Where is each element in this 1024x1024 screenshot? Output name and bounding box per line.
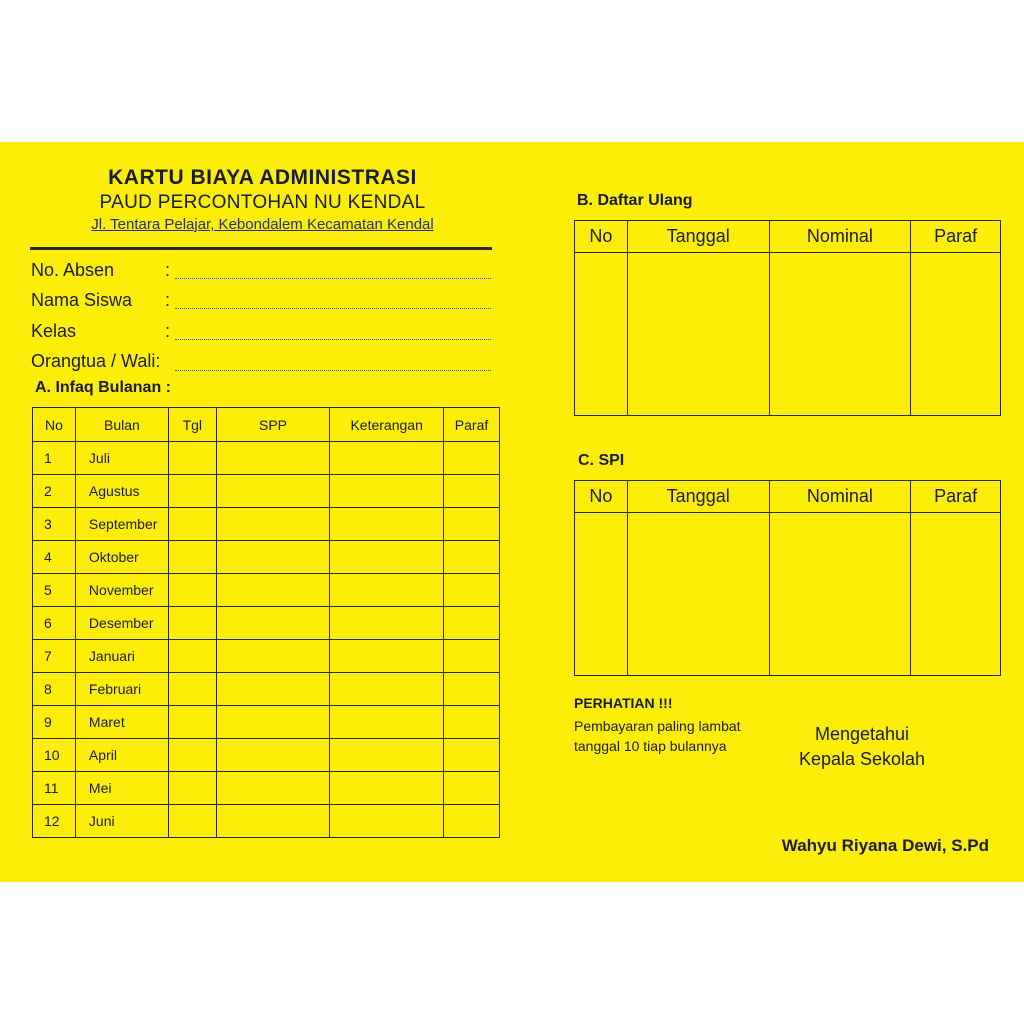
table-row <box>33 607 500 640</box>
table-row <box>33 739 500 772</box>
cell-no[interactable] <box>575 253 628 416</box>
row-no: 5 <box>33 574 76 607</box>
cell-spp[interactable] <box>216 739 330 772</box>
field-colon: : <box>165 290 171 310</box>
cell-keterangan[interactable] <box>330 772 444 805</box>
infaq-header-row <box>33 408 500 442</box>
cell-spp[interactable] <box>216 508 330 541</box>
column-header-tanggal: Tanggal <box>627 221 769 253</box>
administration-fee-card <box>0 142 1024 882</box>
cell-paraf[interactable] <box>444 805 500 838</box>
cell-spp[interactable] <box>216 772 330 805</box>
row-month: Agustus <box>75 475 168 508</box>
cell-paraf[interactable] <box>444 508 500 541</box>
row-month: November <box>75 574 168 607</box>
cell-tgl[interactable] <box>168 805 216 838</box>
row-month: Desember <box>75 607 168 640</box>
spi-section-title: C. SPI <box>578 452 625 469</box>
column-header-nominal: Nominal <box>769 221 911 253</box>
row-no: 10 <box>33 739 76 772</box>
column-header-spp: SPP <box>216 408 330 442</box>
principal-name: Wahyu Riyana Dewi, S.Pd <box>781 836 989 855</box>
column-header-paraf: Paraf <box>911 481 1001 513</box>
cell-spp[interactable] <box>216 541 330 574</box>
infaq-section-title: A. Infaq Bulanan : <box>35 379 171 396</box>
cell-spp[interactable] <box>216 640 330 673</box>
cell-tgl[interactable] <box>168 706 216 739</box>
row-no: 1 <box>33 442 76 475</box>
table-row <box>33 673 500 706</box>
notice-title: PERHATIAN !!! <box>574 695 673 711</box>
table-row <box>33 442 500 475</box>
column-header-paraf: Paraf <box>911 221 1001 253</box>
column-header-tanggal: Tanggal <box>627 481 769 513</box>
field-line-no-absen <box>175 278 491 279</box>
field-label-nama-siswa: Nama Siswa <box>31 290 133 310</box>
notice-text: Pembayaran paling lambat tanggal 10 tiap bulannya <box>574 718 741 754</box>
acknowledgement-block <box>786 722 938 772</box>
cell-keterangan[interactable] <box>330 508 444 541</box>
acknowledgement-line-1: Mengetahui <box>814 724 910 744</box>
infaq-table <box>32 407 500 838</box>
table-row <box>33 541 500 574</box>
cell-keterangan[interactable] <box>330 640 444 673</box>
cell-spp[interactable] <box>216 706 330 739</box>
field-line-orangtua-wali <box>175 370 491 371</box>
acknowledgement-line-2: Kepala Sekolah <box>798 749 926 769</box>
row-month: April <box>75 739 168 772</box>
cell-nominal[interactable] <box>769 253 911 416</box>
row-month: Oktober <box>75 541 168 574</box>
cell-spp[interactable] <box>216 805 330 838</box>
cell-nominal[interactable] <box>769 513 911 676</box>
card-title: KARTU BIAYA ADMINISTRASI <box>108 166 417 189</box>
cell-keterangan[interactable] <box>330 805 444 838</box>
field-line-kelas <box>175 339 491 340</box>
column-header-no: No <box>575 481 628 513</box>
row-month: Juni <box>75 805 168 838</box>
cell-tgl[interactable] <box>168 640 216 673</box>
row-no: 12 <box>33 805 76 838</box>
column-header-bulan: Bulan <box>75 408 168 442</box>
cell-tgl[interactable] <box>168 673 216 706</box>
column-header-keterangan: Keterangan <box>330 408 444 442</box>
cell-paraf[interactable] <box>444 475 500 508</box>
daftar-ulang-header-row <box>575 221 1001 253</box>
school-name: PAUD PERCONTOHAN NU KENDAL <box>99 192 426 213</box>
row-no: 9 <box>33 706 76 739</box>
row-no: 8 <box>33 673 76 706</box>
field-label-no-absen: No. Absen <box>31 260 115 280</box>
table-row <box>33 805 500 838</box>
column-header-no: No <box>575 221 628 253</box>
cell-spp[interactable] <box>216 607 330 640</box>
spi-header-row <box>575 481 1001 513</box>
row-no: 4 <box>33 541 76 574</box>
field-colon: : <box>165 260 171 280</box>
table-row <box>33 640 500 673</box>
cell-keterangan[interactable] <box>330 607 444 640</box>
cell-keterangan[interactable] <box>330 574 444 607</box>
cell-spp[interactable] <box>216 442 330 475</box>
row-month: September <box>75 508 168 541</box>
table-row <box>33 475 500 508</box>
row-no: 7 <box>33 640 76 673</box>
cell-paraf[interactable] <box>444 640 500 673</box>
cell-tgl[interactable] <box>168 541 216 574</box>
row-month: Juli <box>75 442 168 475</box>
field-label-kelas: Kelas <box>31 321 77 341</box>
cell-tanggal[interactable] <box>627 253 769 416</box>
header-divider <box>30 247 492 250</box>
row-no: 6 <box>33 607 76 640</box>
table-row <box>575 253 1001 416</box>
cell-paraf[interactable] <box>444 673 500 706</box>
cell-keterangan[interactable] <box>330 442 444 475</box>
row-month: Februari <box>75 673 168 706</box>
table-row <box>33 574 500 607</box>
row-no: 11 <box>33 772 76 805</box>
cell-keterangan[interactable] <box>330 541 444 574</box>
cell-paraf[interactable] <box>444 541 500 574</box>
cell-keterangan[interactable] <box>330 706 444 739</box>
cell-tgl[interactable] <box>168 508 216 541</box>
field-colon: : <box>165 321 171 341</box>
daftar-ulang-section-title: B. Daftar Ulang <box>577 192 693 209</box>
row-month: Mei <box>75 772 168 805</box>
cell-no[interactable] <box>575 513 628 676</box>
cell-paraf[interactable] <box>444 772 500 805</box>
column-header-paraf: Paraf <box>444 408 500 442</box>
row-no: 3 <box>33 508 76 541</box>
cell-paraf[interactable] <box>444 739 500 772</box>
cell-paraf[interactable] <box>444 574 500 607</box>
row-no: 2 <box>33 475 76 508</box>
table-row <box>33 706 500 739</box>
column-header-no: No <box>33 408 76 442</box>
cell-paraf[interactable] <box>911 253 1001 416</box>
table-row <box>33 772 500 805</box>
cell-keterangan[interactable] <box>330 739 444 772</box>
cell-spp[interactable] <box>216 475 330 508</box>
cell-tgl[interactable] <box>168 772 216 805</box>
table-row <box>33 508 500 541</box>
cell-keterangan[interactable] <box>330 475 444 508</box>
cell-paraf[interactable] <box>911 513 1001 676</box>
field-label-orangtua-wali: Orangtua / Wali: <box>31 351 161 371</box>
cell-spp[interactable] <box>216 574 330 607</box>
field-line-nama-siswa <box>175 308 491 309</box>
column-header-nominal: Nominal <box>769 481 911 513</box>
column-header-tgl: Tgl <box>168 408 216 442</box>
table-row <box>575 513 1001 676</box>
cell-paraf[interactable] <box>444 607 500 640</box>
cell-tgl[interactable] <box>168 574 216 607</box>
cell-tgl[interactable] <box>168 739 216 772</box>
cell-paraf[interactable] <box>444 442 500 475</box>
row-month: Januari <box>75 640 168 673</box>
daftar-ulang-table <box>574 220 1001 416</box>
cell-tgl[interactable] <box>168 475 216 508</box>
cell-tgl[interactable] <box>168 442 216 475</box>
spi-table <box>574 480 1001 676</box>
cell-tanggal[interactable] <box>627 513 769 676</box>
cell-keterangan[interactable] <box>330 673 444 706</box>
cell-paraf[interactable] <box>444 706 500 739</box>
cell-spp[interactable] <box>216 673 330 706</box>
school-address: Jl. Tentara Pelajar, Kebondalem Kecamatan Kendal <box>91 216 434 233</box>
row-month: Maret <box>75 706 168 739</box>
cell-tgl[interactable] <box>168 607 216 640</box>
